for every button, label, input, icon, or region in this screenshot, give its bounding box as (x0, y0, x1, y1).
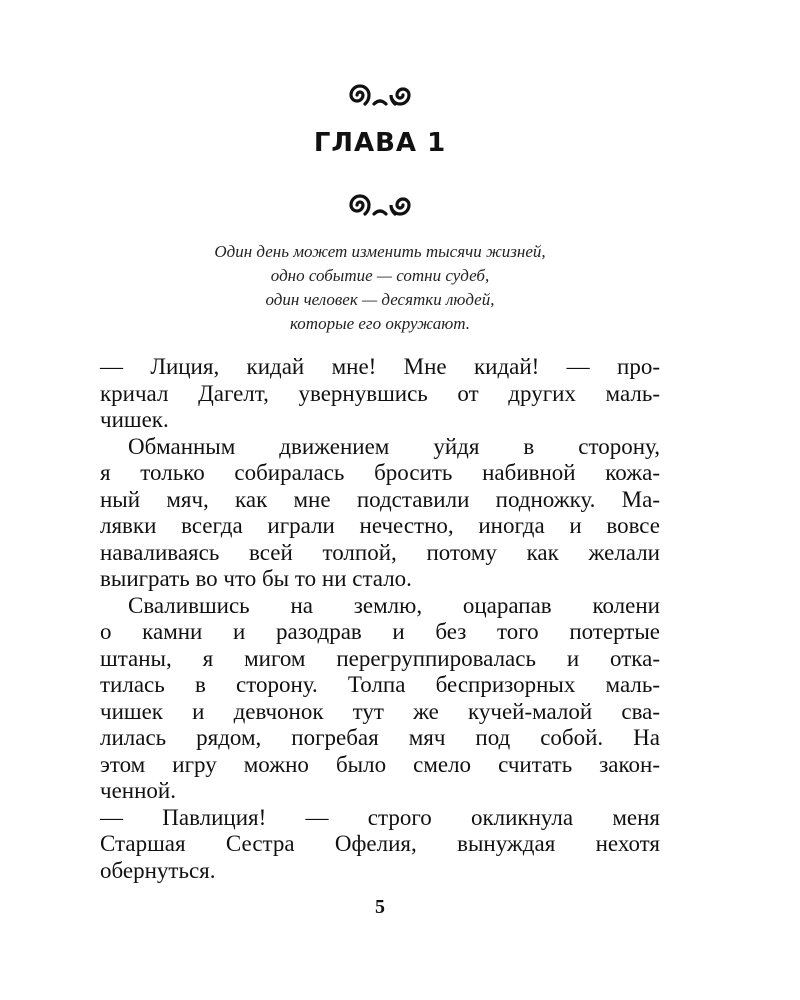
text-line: чишек и девчонок тут же кучей-малой сва- (100, 698, 660, 724)
text-line: Свалившись на землю, оцарапав колени (128, 592, 660, 618)
text-line: я только собиралась бросить набивной кожа- (100, 460, 660, 485)
text-line: этом игру можно было смело считать закон- (100, 751, 660, 777)
double-spiral-ornament-icon (340, 190, 420, 220)
paragraph (100, 805, 660, 885)
double-spiral-ornament-icon (340, 80, 420, 110)
text-line: чишек. (100, 407, 169, 432)
text-line: ченной. (100, 778, 176, 803)
epigraph (100, 240, 660, 336)
text-line: — Павлиция! — строго окликнула меня (100, 804, 660, 830)
text-line: — Лиция, кидай мне! Мне кидай! — про- (100, 354, 660, 379)
page-number: 5 (375, 896, 385, 918)
text-line: лявки всегда играли нечестно, иногда и вовсе (100, 513, 660, 538)
chapter-title: ГЛАВА 1 (313, 128, 447, 158)
epigraph-line: одно событие — сотни судеб, (270, 266, 490, 285)
text-line: выиграть во что бы то ни стало. (100, 566, 412, 591)
text-line: наваливаясь всей толпой, потому как желали (100, 539, 660, 565)
paragraph (100, 434, 660, 593)
paragraph (100, 354, 660, 434)
paragraph (100, 593, 660, 805)
epigraph-line: один человек — десятки людей, (265, 290, 495, 309)
chapter-body (100, 354, 660, 884)
text-line: лилась рядом, погребая мяч под собой. На (100, 725, 660, 750)
text-line: штаны, я мигом перегруппировалась и отка- (100, 645, 660, 671)
text-line: обернуться. (100, 857, 216, 883)
epigraph-line: которые его окружают. (290, 314, 470, 333)
text-line: кричал Дагелт, увернувшись от других маль- (100, 380, 660, 406)
text-line: Старшая Сестра Офелия, вынуждая нехотя (100, 831, 660, 856)
text-line: о камни и разодрав и без того потертые (100, 619, 660, 644)
text-line: тилась в сторону. Толпа беспризорных маль- (100, 672, 660, 697)
text-line: Обманным движением уйдя в сторону, (128, 433, 660, 459)
epigraph-line: Один день может изменить тысячи жизней, (214, 242, 546, 261)
text-line: ный мяч, как мне подставили подножку. Ма- (100, 486, 660, 512)
